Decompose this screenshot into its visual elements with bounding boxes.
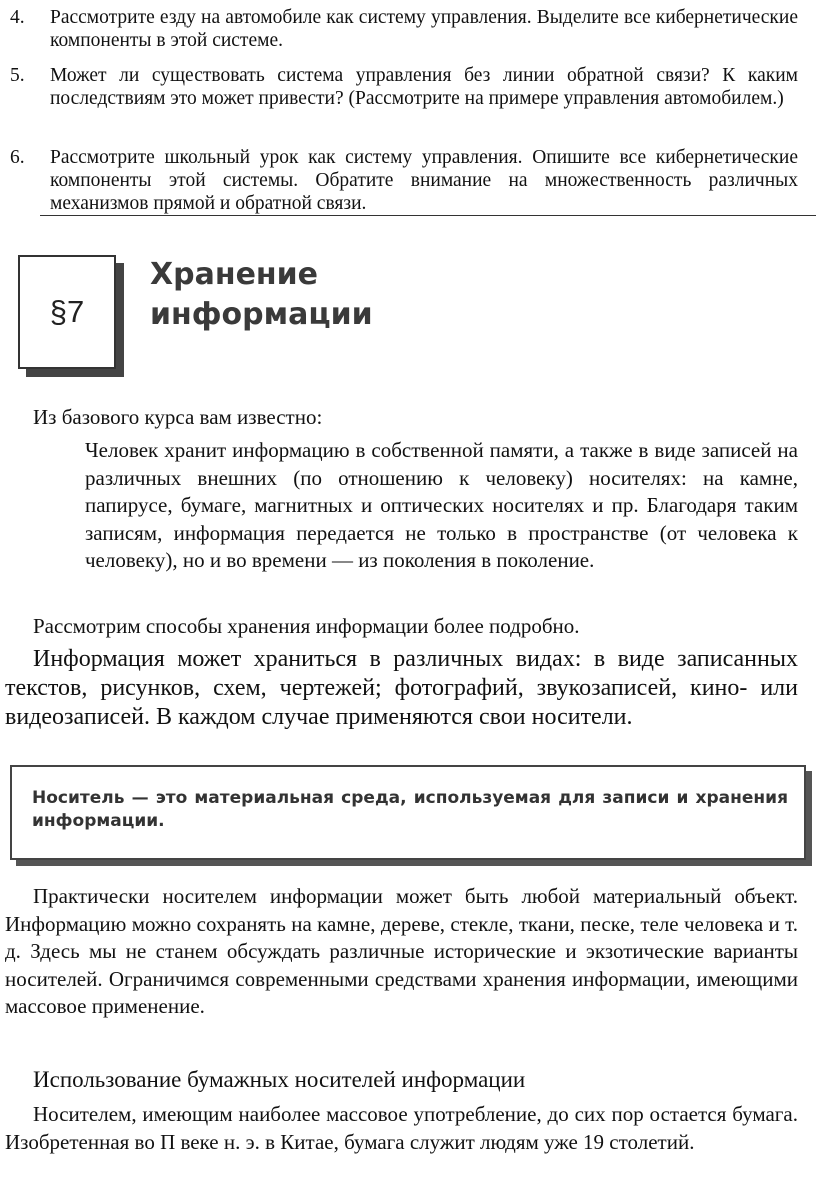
section-title-line2: информации — [150, 297, 373, 332]
definition-text: Носитель — это материальная среда, используемая для записи и хранения информации. — [32, 788, 788, 831]
section-title — [150, 255, 550, 335]
section-title-line1: Хранение — [150, 257, 319, 292]
question-text: Рассмотрите езду на автомобиле как систему управления. Выделите все кибернетические компоненты в этой системе. — [50, 7, 798, 51]
question-4 — [10, 6, 798, 52]
question-number: 6. — [10, 147, 25, 168]
subheading: Использование бумажных носителей информации — [33, 1067, 526, 1092]
question-5 — [10, 64, 798, 110]
paragraph-practical: Практически носителем информации может быть любой материальный объект. Информацию можно сохранять на камне, дереве, стекле, ткани, песке, теле человека и т. д. Здесь мы не станем обсуждать различные исторические и экзотические варианты носителей. Ограничимся современными средствами хранения информации, имеющими массовое применение. — [5, 884, 798, 1018]
question-text: Может ли существовать система управления без линии обратной связи? К каким последствиям это может привести? (Рассмотрите на примере управления автомобилем.) — [50, 65, 798, 109]
section-number: §7 — [49, 294, 85, 329]
question-6 — [10, 146, 798, 215]
question-number: 4. — [10, 7, 25, 28]
paragraph-consider: Рассмотрим способы хранения информации более подробно. — [33, 614, 580, 638]
paragraph-paper: Носителем, имеющим наиболее массовое употребление, до сих пор остается бумага. Изобретенная во П веке н. э. в Китае, бумага служит людям уже 19 столетий. — [5, 1102, 798, 1154]
section-number-box — [18, 255, 116, 369]
quote-text: Человек хранит информацию в собственной памяти, а также в виде записей на различных внешних (по отношению к человеку) носителях: на камне, папирусе, бумаге, магнитных и оптических носителях и пр. Благодаря таким записям, информация передается не только в пространстве (от человека к человеку), но и во времени — из поколения в поколение. — [85, 438, 798, 572]
paragraph-forms: Информация может храниться в различных видах: в виде записанных текстов, рисунков, схем, чертежей; фотографий, звукозаписей, кино- или видеозаписей. В каждом случае применяются свои носители. — [5, 646, 798, 730]
question-number: 5. — [10, 65, 25, 86]
definition-box — [10, 765, 806, 860]
intro-text: Из базового курса вам известно: — [33, 405, 323, 429]
question-text: Рассмотрите школьный урок как систему управления. Опишите все кибернетические компоненты этой системы. Обратите внимание на множественность различных механизмов прямой и обратной связи. — [50, 147, 798, 214]
divider-line — [40, 215, 816, 216]
